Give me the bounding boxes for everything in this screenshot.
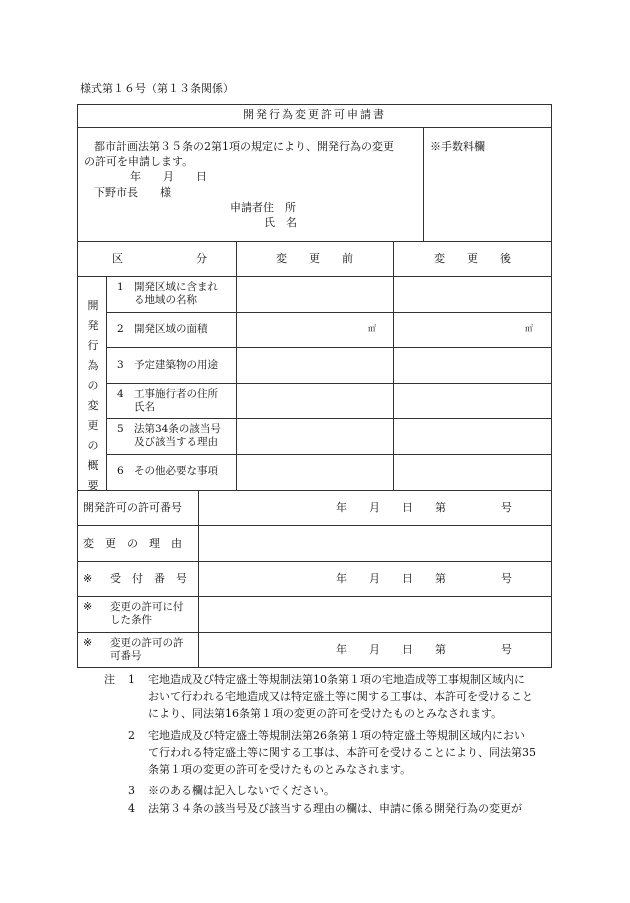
divider <box>423 127 424 241</box>
item-2-num: 2 <box>117 323 124 335</box>
item-6-num: 6 <box>117 465 124 477</box>
application-text-line2: の許可を申請します。 <box>84 155 194 168</box>
divider <box>77 632 552 633</box>
change-permit-line2: 可番号 <box>110 650 142 662</box>
receipt-mark: ※ <box>83 572 93 585</box>
fee-column-label: ※手数料欄 <box>430 140 485 153</box>
item-3-num: 3 <box>117 359 124 371</box>
note-2-line1: 宅地造成及び特定盛土等規制法第26条第１項の特定盛土等規制区域内におい <box>148 729 525 742</box>
item-4-num: 4 <box>117 388 124 400</box>
divider <box>106 347 552 348</box>
change-reason-label: 変 更 の 理 由 <box>83 537 182 550</box>
divider <box>106 383 552 384</box>
note-4-num: 4 <box>128 802 135 815</box>
item-1-line2: る地域の名称 <box>134 294 197 306</box>
divider <box>106 312 552 313</box>
item-6-line1: その他必要な事項 <box>134 465 218 477</box>
column-after: 変 更 後 <box>434 252 511 265</box>
item-5-line2: 及び該当する理由 <box>134 436 218 448</box>
change-permit-date: 年 月 日 第 号 <box>336 643 512 656</box>
conditions-line2: した条件 <box>110 614 152 626</box>
permit-number-label: 開発許可の許可番号 <box>83 501 182 514</box>
item-5-line1: 法第34条の該当号 <box>134 423 221 435</box>
item-3-line1: 予定建築物の用途 <box>134 359 218 371</box>
divider <box>77 241 552 242</box>
item-1-num: 1 <box>117 281 124 293</box>
divider <box>393 241 394 490</box>
note-2-line2: て行われる特定盛土等に関する工事は、本許可を受けることにより、同法第35 <box>148 746 536 759</box>
divider <box>77 127 552 128</box>
note-4-line1: 法第３４条の該当号及び該当する理由の欄は、申請に係る開発行為の変更が <box>148 802 522 815</box>
change-permit-line1: 変更の許可の許 <box>110 637 184 649</box>
divider <box>106 276 107 490</box>
note-1-line1: 宅地造成及び特定盛土等規制法第10条第１項の宅地造成等工事規制区域内に <box>148 673 525 686</box>
item-4-line2: 氏名 <box>134 401 155 413</box>
column-category-a: 区 <box>112 252 123 265</box>
conditions-mark: ※ <box>83 600 93 613</box>
conditions-line1: 変更の許可に付 <box>110 601 184 613</box>
divider <box>77 596 552 597</box>
item-4-line1: 工事施行者の住所 <box>134 388 218 400</box>
note-1-line3: により、同法第16条第１項の変更の許可を受けたものとみなされます。 <box>148 707 503 720</box>
divider <box>77 276 552 277</box>
change-summary-vertical-label: 開発行為の変更の概要 <box>87 299 99 492</box>
note-2-line3: 条第１項の変更の許可を受けたものとみなされます。 <box>148 763 412 776</box>
receipt-number-label: 受 付 番 号 <box>110 572 187 585</box>
note-2-num: 2 <box>128 729 135 742</box>
change-permit-mark: ※ <box>83 636 93 649</box>
application-date: 年 月 日 <box>130 170 207 183</box>
divider <box>236 241 237 490</box>
note-1-line2: おいて行われる宅地造成又は特定盛土等に関する工事は、本許可を受けること <box>148 690 533 703</box>
application-text-line1: 都市計画法第３５条の2第1項の規定により、開発行為の変更 <box>94 140 394 153</box>
item-1-line1: 開発区域に含まれ <box>134 281 218 293</box>
column-category-b: 分 <box>196 252 207 265</box>
divider <box>198 490 199 668</box>
note-3-num: 3 <box>128 784 135 797</box>
form-label: 様式第１６号（第１３条関係） <box>80 82 234 95</box>
area-unit-after: ㎡ <box>525 324 533 333</box>
item-5-num: 5 <box>117 423 124 435</box>
area-unit-before: ㎡ <box>368 324 376 333</box>
divider <box>77 490 552 491</box>
addressee: 下野市長 様 <box>94 186 171 199</box>
note-3-line1: ※のある欄は記入しないでください。 <box>148 784 335 797</box>
column-before: 変 更 前 <box>276 252 353 265</box>
divider <box>77 561 552 562</box>
permit-number-date: 年 月 日 第 号 <box>336 501 512 514</box>
receipt-number-date: 年 月 日 第 号 <box>336 572 512 585</box>
divider <box>77 525 552 526</box>
divider <box>106 454 552 455</box>
form-title: 開発行為変更許可申請書 <box>243 108 386 121</box>
note-1-num: 1 <box>128 673 135 686</box>
divider <box>106 418 552 419</box>
notes-label: 注 <box>104 673 115 686</box>
item-2-line1: 開発区域の面積 <box>134 323 208 335</box>
applicant-address-label: 申請者住 所 <box>230 201 296 214</box>
applicant-name-label: 氏 名 <box>264 216 297 229</box>
